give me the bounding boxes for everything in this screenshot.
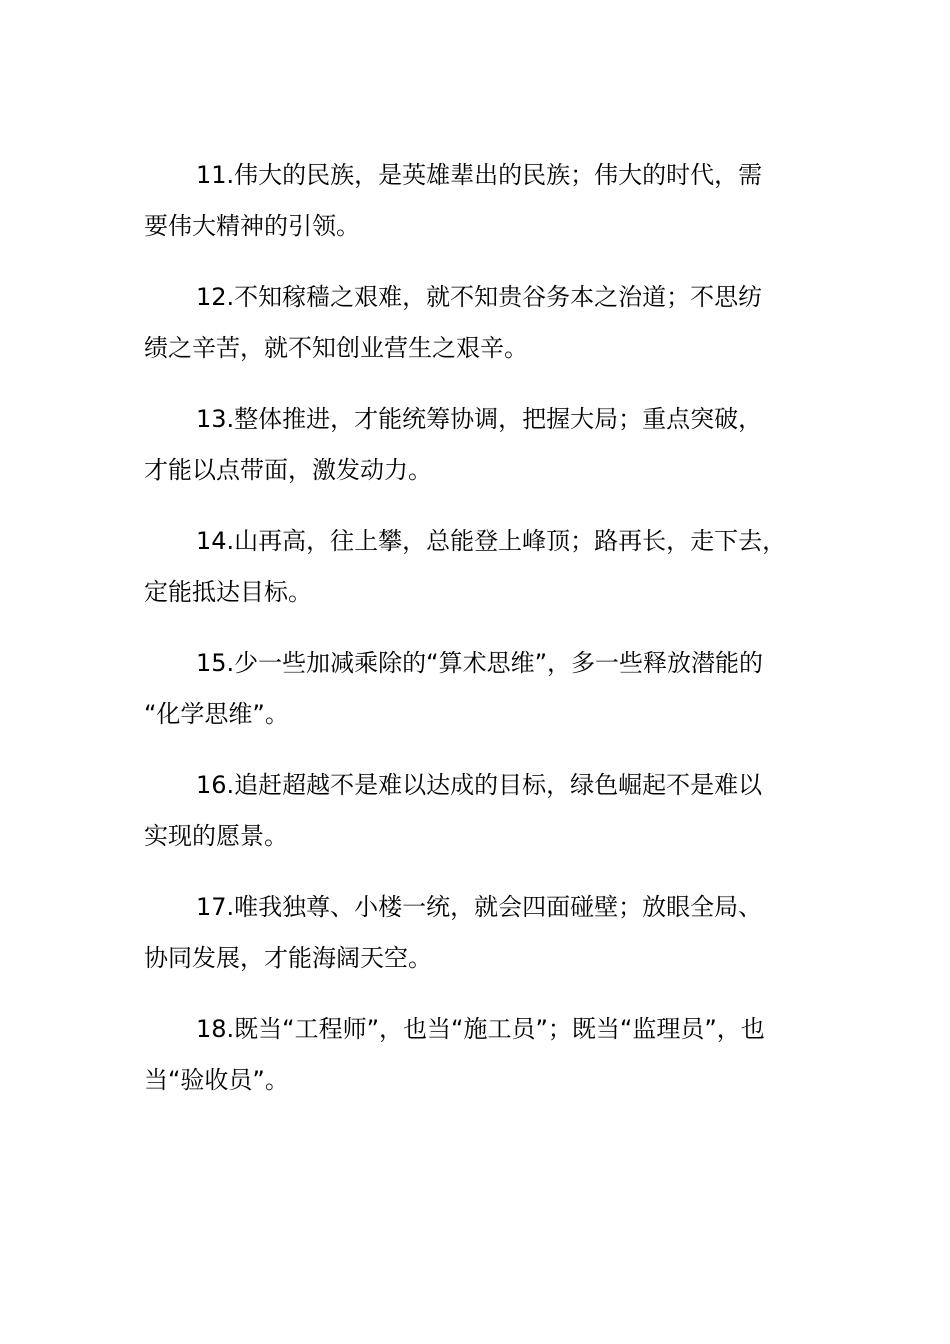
paragraph-15 [144,638,834,740]
paragraph-line: 定能抵达目标。 [144,578,312,606]
paragraph-17 [144,882,834,984]
paragraph-line: 实现的愿景。 [144,822,288,850]
paragraph-line: 协同发展，才能海阔天空。 [144,944,432,972]
paragraph-line: 要伟大精神的引领。 [144,212,360,240]
paragraph-line: 才能以点带面，激发动力。 [144,456,432,484]
paragraph-line: “化学思维”。 [144,700,289,728]
paragraph-11 [144,150,834,252]
paragraph-12 [144,272,834,374]
paragraph-line: 12.不知稼穑之艰难，就不知贵谷务本之治道；不思纺 [196,283,763,311]
paragraph-line: 13.整体推进，才能统筹协调，把握大局；重点突破， [196,405,763,433]
paragraph-line: 16.追赶超越不是难以达成的目标，绿色崛起不是难以 [196,771,763,799]
paragraph-line: 11.伟大的民族，是英雄辈出的民族；伟大的时代，需 [196,161,763,189]
paragraph-line: 绩之辛苦，就不知创业营生之艰辛。 [144,334,528,362]
paragraph-18 [144,1004,834,1106]
paragraph-line: 15.少一些加减乘除的“算术思维”，多一些释放潜能的 [196,649,764,677]
paragraph-line: 18.既当“工程师”，也当“施工员”；既当“监理员”，也 [196,1015,765,1043]
paragraph-line: 14.山再高，往上攀，总能登上峰顶；路再长，走下去， [196,527,787,555]
paragraph-14 [144,516,834,618]
paragraph-13 [144,394,834,496]
paragraph-line: 当“验收员”。 [144,1066,289,1094]
paragraph-16 [144,760,834,862]
document-body [144,150,834,1126]
paragraph-line: 17.唯我独尊、小楼一统，就会四面碰壁；放眼全局、 [196,893,763,921]
